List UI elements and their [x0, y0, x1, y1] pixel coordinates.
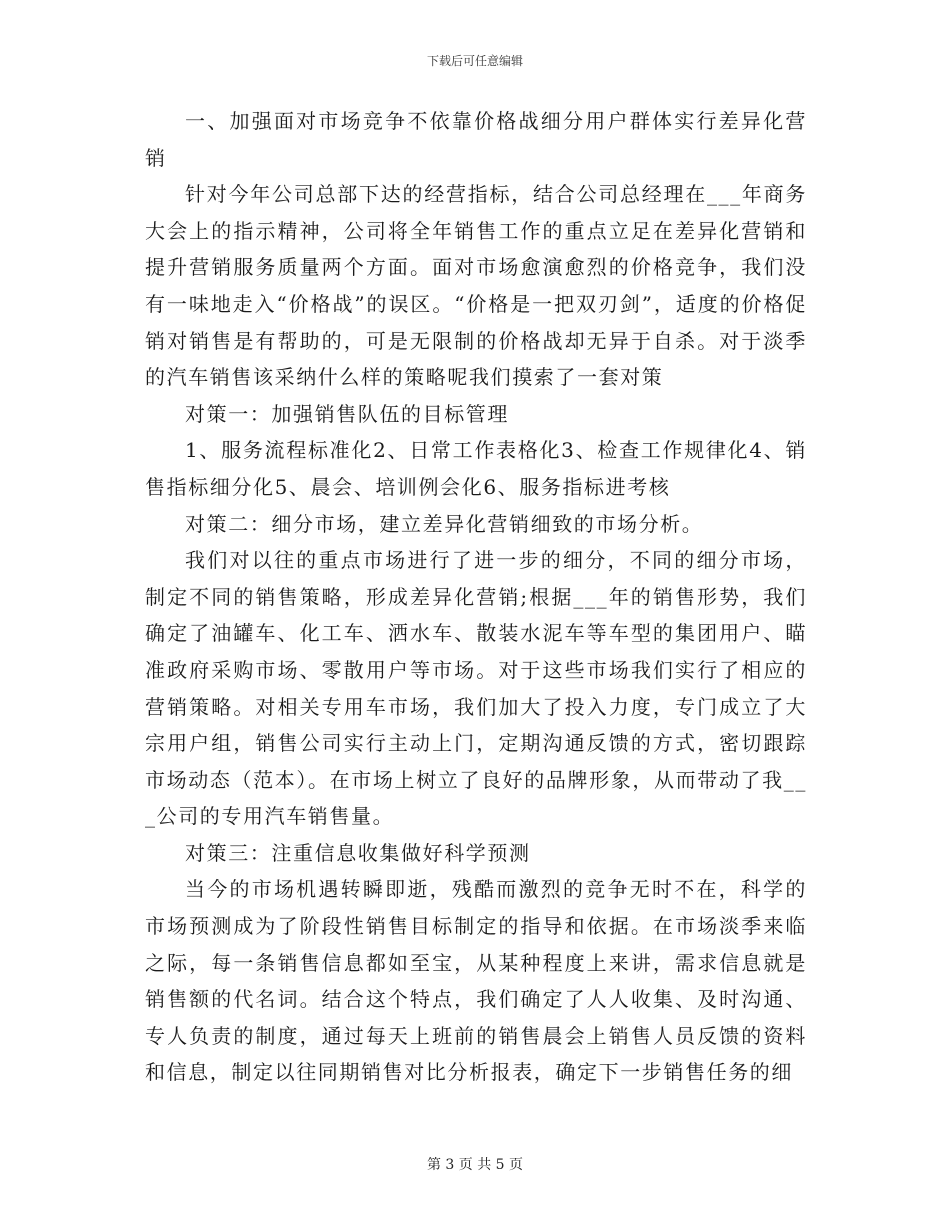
intro-paragraph: 针对今年公司总部下达的经营指标，结合公司总经理在___年商务大会上的指示精神，公司将全年销售工作的重点立足在差异化营销和提升营销服务质量两个方面。面对市场愈演愈烈的价格竞争，我们没有一味地走入“价格战”的误区。“价格是一把双刃剑”，适度的价格促销对销售是有帮助的，可是无限制的价格战却无异于自杀。对于淡季的汽车销售该采纳什么样的策略呢我们摸索了一套对策 [145, 182, 807, 390]
page-header: 下载后可任意编辑 [426, 54, 523, 68]
strategy-two-paragraph: 我们对以往的重点市场进行了进一步的细分，不同的细分市场，制定不同的销售策略，形成差异化营销;根据___年的销售形势，我们确定了油罐车、化工车、洒水车、散装水泥车等车型的集团用户、瞄准政府采购市场、零散用户等市场。对于这些市场我们实行了相应的营销策略。对相关专用车市场，我们加大了投入力度，专门成立了大宗用户组，销售公司实行主动上门，定期沟通反馈的方式，密切跟踪市场动态（范本）。在市场上树立了良好的品牌形象，从而带动了我___公司的专用汽车销售量。 [145, 548, 807, 829]
document-body [145, 103, 807, 1091]
strategy-one-heading: 对策一：加强销售队伍的目标管理 [185, 401, 509, 426]
strategy-two-heading: 对策二：细分市场，建立差异化营销细致的市场分析。 [185, 511, 704, 536]
strategy-three-paragraph: 当今的市场机遇转瞬即逝，残酷而激烈的竞争无时不在，科学的市场预测成为了阶段性销售目标制定的指导和依据。在市场淡季来临之际，每一条销售信息都如至宝，从某种程度上来讲，需求信息就是销售额的代名词。结合这个特点，我们确定了人人收集、及时沟通、专人负责的制度，通过每天上班前的销售晨会上销售人员反馈的资料和信息，制定以往同期销售对比分析报表，确定下一步销售任务的细 [145, 877, 807, 1085]
strategy-one-list: 1、服务流程标准化2、日常工作表格化3、检查工作规律化4、销售指标细分化5、晨会、培训例会化6、服务指标进考核 [145, 438, 807, 499]
section-heading: 一、加强面对市场竞争不依靠价格战细分用户群体实行差异化营销 [145, 109, 807, 170]
strategy-three-heading: 对策三：注重信息收集做好科学预测 [185, 840, 531, 865]
page-number: 第 3 页 共 5 页 [426, 1157, 524, 1173]
